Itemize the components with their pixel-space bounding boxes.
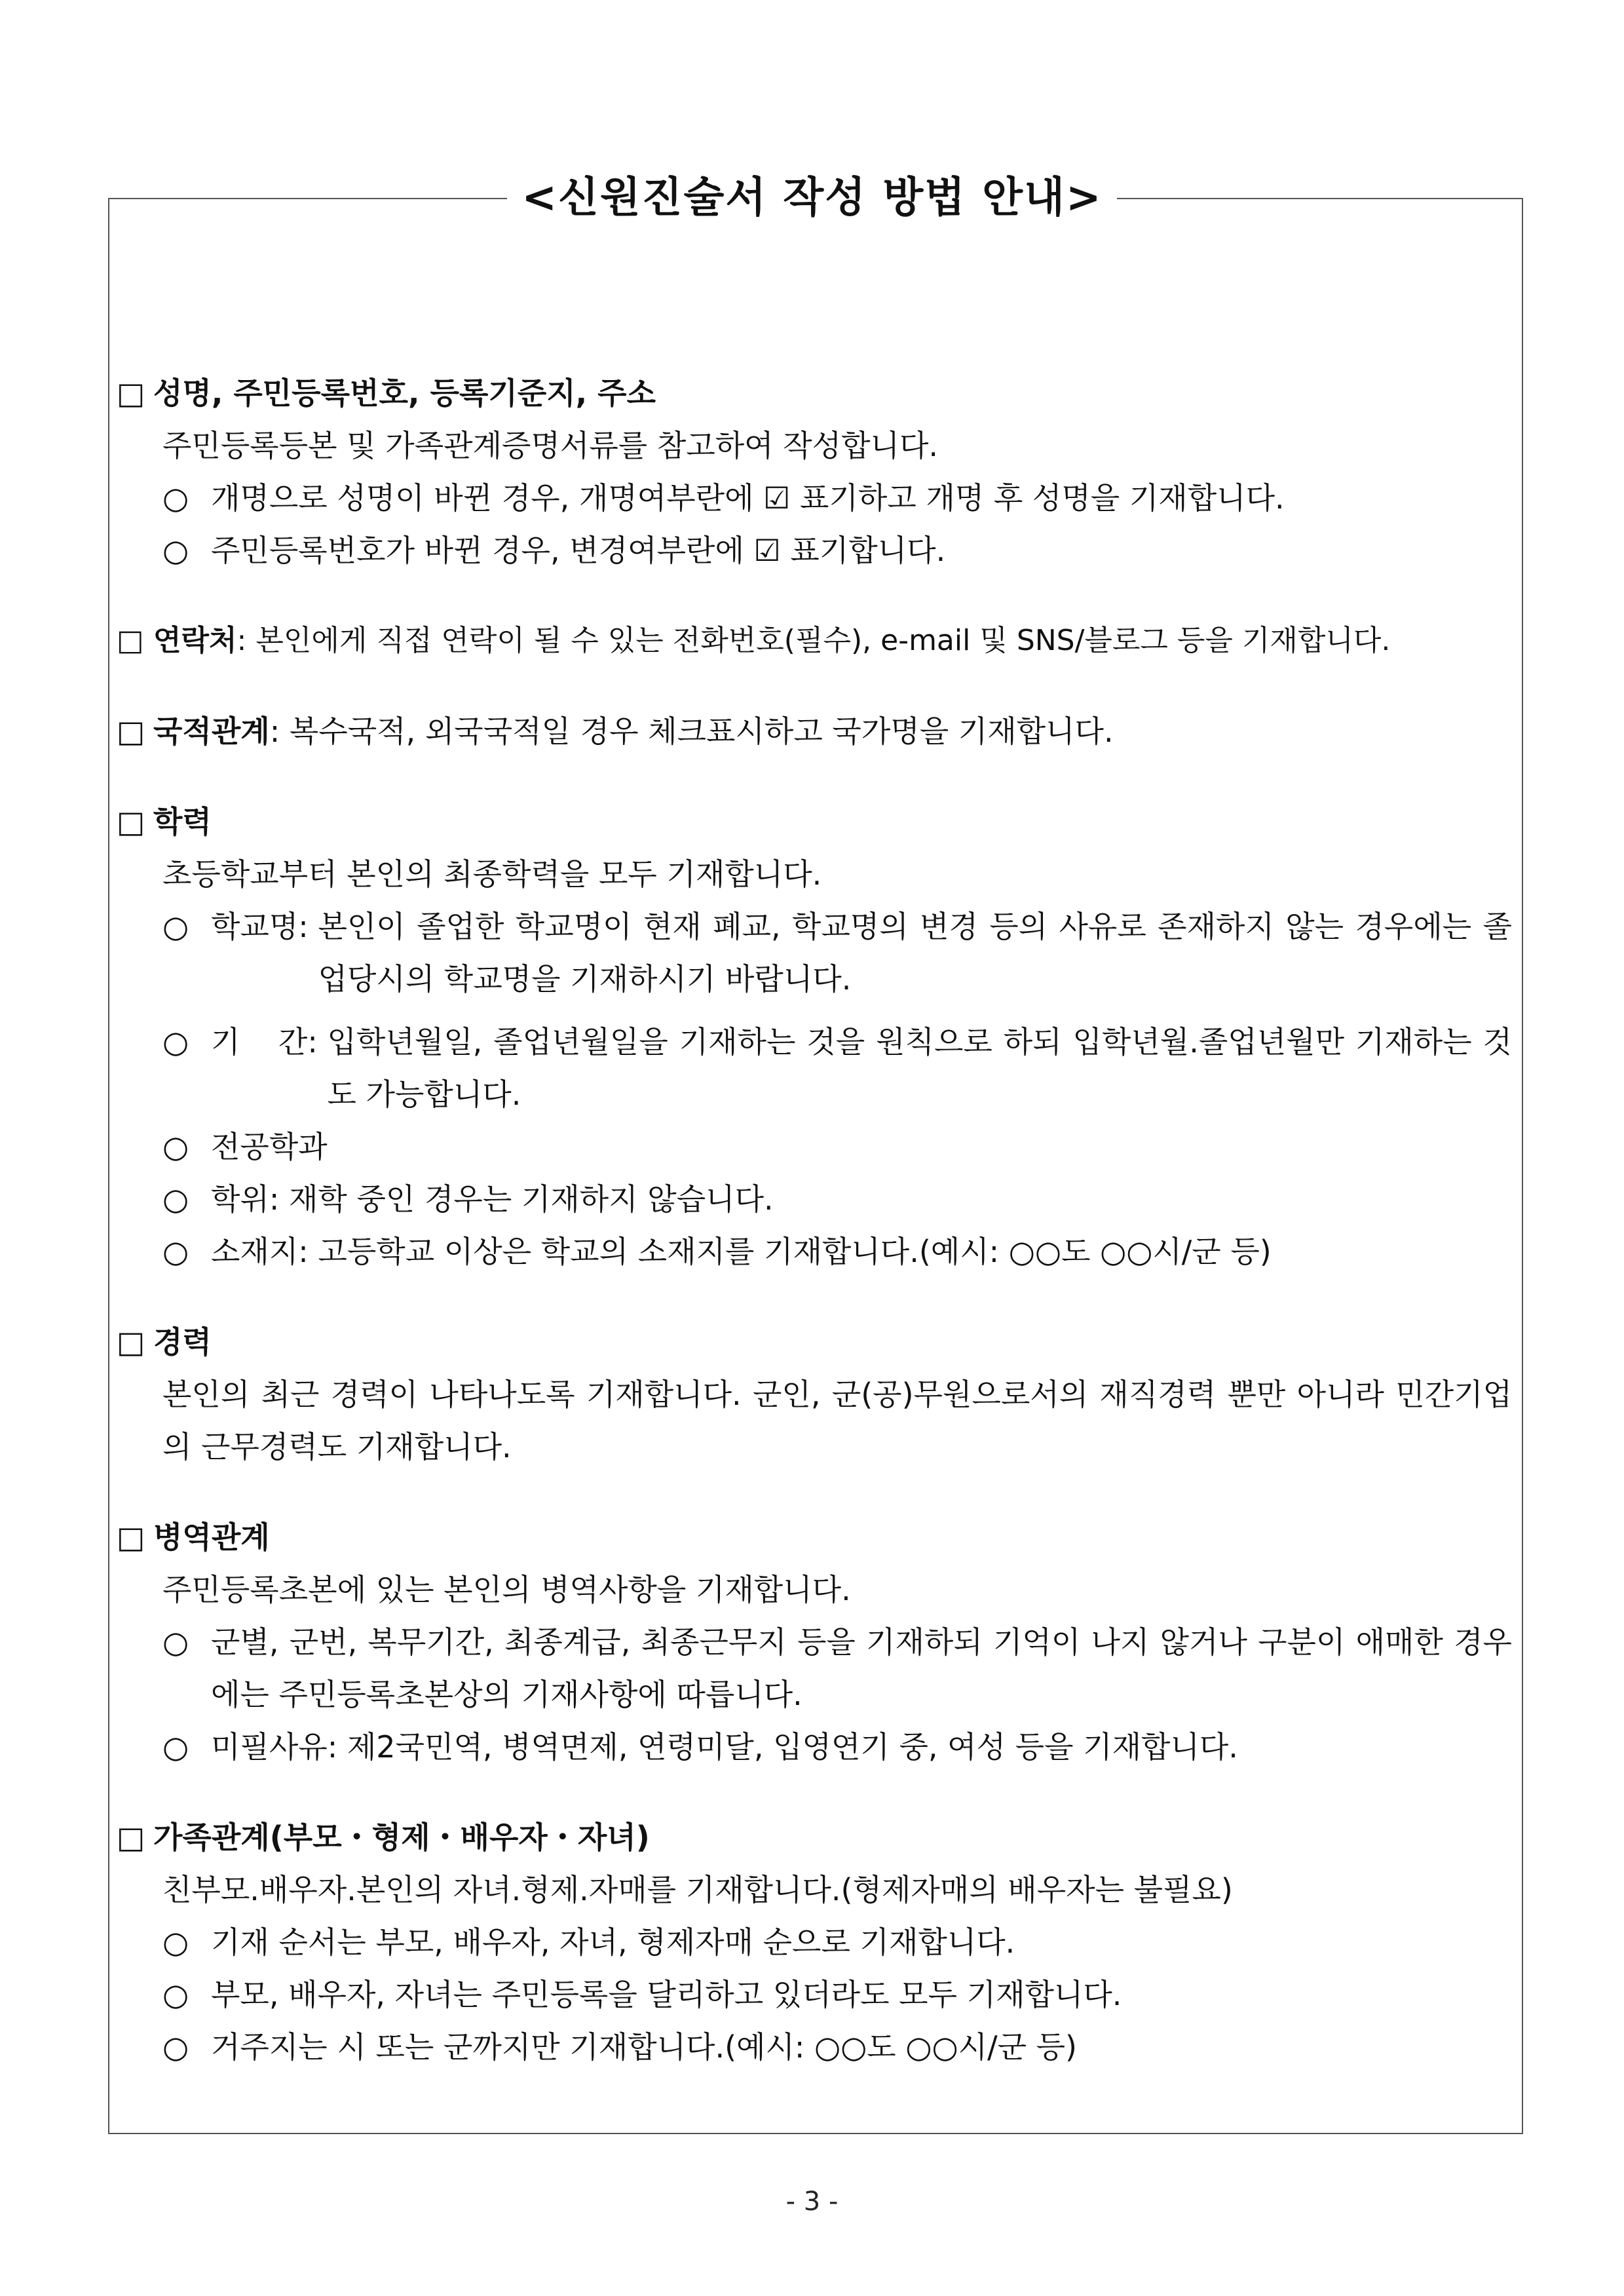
item-text: 개명으로 성명이 바뀐 경우, 개명여부란에 ☑ 표기하고 개명 후 성명을 기재합니다. (211, 480, 1285, 516)
section-heading (117, 1511, 1519, 1563)
heading-text: 학력 (153, 804, 212, 839)
circle-bullet-icon: ○ (162, 1924, 189, 1960)
heading-text: 연락처 (153, 624, 237, 657)
section-military (117, 1511, 1519, 1773)
item-label: 학교명: (211, 909, 318, 944)
section-name (117, 367, 1519, 577)
item-text: 소재지: 고등학교 이상은 학교의 소재지를 기재합니다.(예시: ○○도 ○○시/군 등) (211, 1234, 1272, 1269)
list-item (117, 1616, 1519, 1721)
page-title (0, 172, 1624, 224)
item-text: 거주지는 시 또는 군까지만 기재합니다.(예시: ○○도 ○○시/군 등) (211, 2029, 1078, 2065)
item-text: 미필사유: 제2국민역, 병역면제, 연령미달, 입영연기 중, 여성 등을 기재합니다. (211, 1729, 1238, 1765)
list-item (117, 1968, 1519, 2021)
section-heading (117, 705, 1519, 757)
page-number: - 3 - (785, 2187, 839, 2217)
section-intro: 주민등록등본 및 가족관계증명서류를 참고하여 작성합니다. (162, 428, 939, 463)
list-item (117, 1173, 1519, 1225)
section-heading (117, 1811, 1519, 1864)
item-text: 부모, 배우자, 자녀는 주민등록을 달리하고 있더라도 모두 기재합니다. (211, 1977, 1122, 2012)
section-intro: 초등학교부터 본인의 최종학력을 모두 기재합니다. (162, 856, 822, 892)
list-item (117, 472, 1519, 524)
checkbox-square-icon: □ (117, 1520, 145, 1555)
item-text: 입학년월일, 졸업년월일을 기재하는 것을 원칙으로 하되 입학년월.졸업년월만 기재하는 것도 가능합니다. (327, 1024, 1512, 1112)
list-item (117, 1225, 1519, 1278)
page-title-text: <신원진술서 작성 방법 안내> (507, 174, 1116, 222)
circle-bullet-icon: ○ (162, 1234, 189, 1269)
circle-bullet-icon: ○ (162, 2029, 189, 2065)
contact-text: : 본인에게 직접 연락이 될 수 있는 전화번호(필수), e-mail 및 SNS/블로그 등을 기재합니다. (236, 624, 1391, 657)
circle-bullet-icon: ○ (162, 480, 189, 516)
section-contact (117, 615, 1519, 667)
item-text: 학위: 재학 중인 경우는 기재하지 않습니다. (211, 1181, 774, 1217)
checkbox-square-icon: □ (117, 375, 145, 411)
list-item (117, 2021, 1519, 2073)
section-heading (117, 1316, 1519, 1368)
section-heading (117, 795, 1519, 848)
list-item (117, 1721, 1519, 1773)
circle-bullet-icon: ○ (162, 909, 189, 944)
section-career (117, 1316, 1519, 1473)
checkbox-square-icon: □ (117, 804, 145, 839)
checkbox-square-icon: □ (117, 1324, 145, 1360)
circle-bullet-icon: ○ (162, 1624, 189, 1660)
item-label: 기 간: (211, 1024, 328, 1060)
section-family (117, 1811, 1519, 2073)
checkbox-square-icon: □ (117, 624, 144, 657)
heading-text: 병역관계 (153, 1520, 270, 1555)
list-item-period (117, 1016, 1519, 1120)
list-item-school (117, 900, 1519, 1005)
nationality-text: : 복수국적, 외국국적일 경우 체크표시하고 국가명을 기재합니다. (269, 714, 1114, 749)
item-text: 전공학과 (211, 1129, 328, 1164)
section-heading (117, 615, 1519, 667)
section-intro: 본인의 최근 경력이 나타나도록 기재합니다. 군인, 군(공)무원으로서의 재직경력 뿐만 아니라 민간기업의 근무경력도 기재합니다. (162, 1377, 1512, 1464)
heading-text: 가족관계(부모・형제・배우자・자녀) (153, 1820, 650, 1855)
section-intro: 친부모.배우자.본인의 자녀.형제.자매를 기재합니다.(형제자매의 배우자는 불필요) (162, 1872, 1233, 1907)
item-text: 기재 순서는 부모, 배우자, 자녀, 형제자매 순으로 기재합니다. (211, 1924, 1015, 1960)
circle-bullet-icon: ○ (162, 1024, 189, 1060)
list-item (117, 524, 1519, 577)
circle-bullet-icon: ○ (162, 1129, 189, 1164)
section-heading (117, 367, 1519, 419)
guide-content (117, 367, 1519, 2073)
heading-text: 성명, 주민등록번호, 등록기준지, 주소 (153, 375, 656, 411)
heading-text: 경력 (153, 1324, 212, 1360)
section-nationality (117, 705, 1519, 757)
circle-bullet-icon: ○ (162, 1977, 189, 2012)
checkbox-square-icon: □ (117, 1820, 145, 1855)
section-education (117, 795, 1519, 1278)
heading-text: 국적관계 (153, 714, 270, 749)
circle-bullet-icon: ○ (162, 533, 189, 568)
item-text: 주민등록번호가 바뀐 경우, 변경여부란에 ☑ 표기합니다. (211, 533, 946, 568)
checkbox-square-icon: □ (117, 714, 145, 749)
list-item (117, 1916, 1519, 1968)
circle-bullet-icon: ○ (162, 1729, 189, 1765)
item-text: 군별, 군번, 복무기간, 최종계급, 최종근무지 등을 기재하되 기억이 나지 않거나 구분이 애매한 경우에는 주민등록초본상의 기재사항에 따릅니다. (211, 1624, 1512, 1712)
item-text: 본인이 졸업한 학교명이 현재 폐교, 학교명의 변경 등의 사유로 존재하지 않는 경우에는 졸업당시의 학교명을 기재하시기 바랍니다. (318, 909, 1512, 997)
section-intro: 주민등록초본에 있는 본인의 병역사항을 기재합니다. (162, 1572, 851, 1607)
circle-bullet-icon: ○ (162, 1181, 189, 1217)
list-item (117, 1120, 1519, 1173)
